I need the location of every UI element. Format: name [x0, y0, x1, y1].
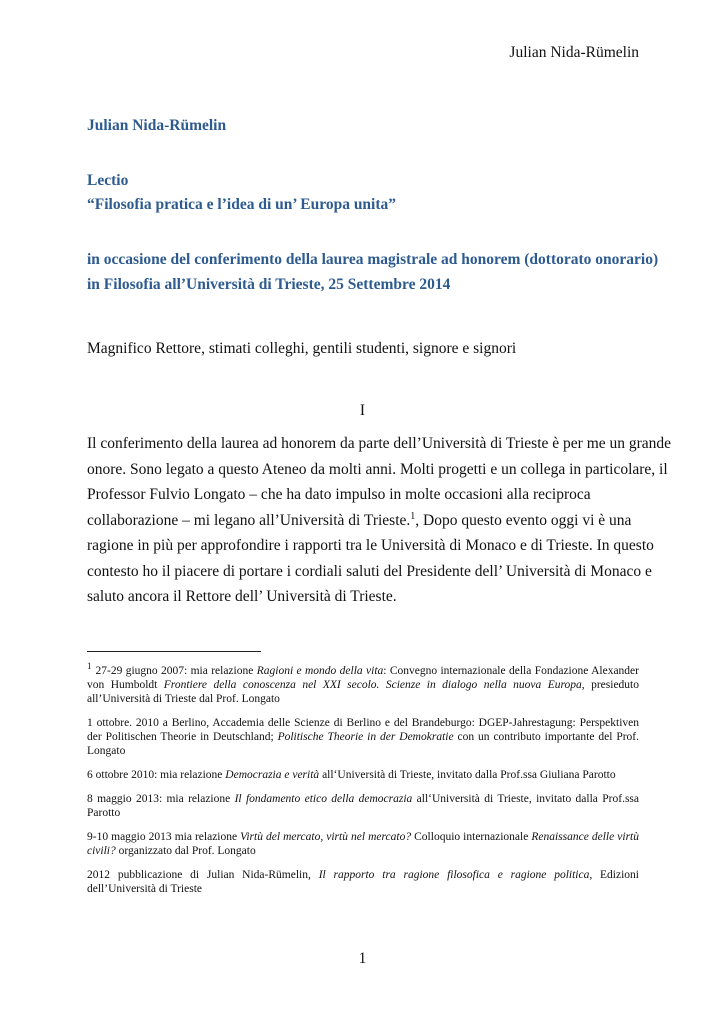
body-line-text: , Dopo questo evento oggi vi è una — [415, 511, 632, 529]
footnote-text: organizzato dal Prof. Longato — [115, 845, 256, 857]
footnote-italic: Il fondamento etico della democrazia — [234, 793, 413, 805]
lecture-title: “Filosofia pratica e l’idea di un’ Europa unita” — [87, 196, 397, 213]
footnote-italic: Ragioni e mondo della vita — [256, 665, 384, 677]
author-heading: Julian Nida-Rümelin — [87, 117, 227, 134]
footnote-text: 1 ottobre. 2010 a Berlino, Accademia delle Scienze di Berlino e del Brandeburgo: DGEP-Jahrestagung: Perspektiven der Politischen Theorie in Deutschland; — [87, 717, 639, 743]
footnote-italic: Frontiere della conoscenza nel XXI secolo. Scienze in dialogo nella nuova Europa — [163, 679, 582, 691]
body-line: onore. Sono legato a questo Ateneo da molti anni. Molti progetti e un collega in particolare, il — [87, 460, 668, 478]
body-line-text: collaborazione – mi legano all’Università di Trieste. — [87, 511, 411, 529]
footnote-item — [87, 716, 639, 758]
running-header-author: Julian Nida-Rümelin — [509, 44, 639, 61]
footnote-italic: Renaissance delle virtù civili? — [87, 831, 639, 857]
greeting: Magnifico Rettore, stimati colleghi, gentili studenti, signore e signori — [87, 340, 517, 357]
body-line: Professor Fulvio Longato – che ha dato impulso in molte occasioni alla reciproca — [87, 486, 591, 503]
footnote-italic: Politische Theorie in der Demokratie — [277, 731, 454, 743]
occasion-line-2: in Filosofia all’Università di Trieste, 25 Settembre 2014 — [87, 276, 451, 293]
body-line: contesto ho il piacere di portare i cordiali saluti del Presidente dell’ Università di Monaco e — [87, 562, 652, 580]
footnote-text: all‘Università di Trieste, invitato dalla Prof.ssa Parotto — [87, 793, 639, 819]
footnote-item — [87, 661, 640, 706]
footnote-text: Colloquio internazionale — [411, 831, 532, 843]
section-number: I — [359, 402, 366, 419]
footnote-separator — [87, 651, 261, 652]
body-line — [87, 508, 647, 534]
body-line: saluto ancora il Rettore dell’ Università di Trieste. — [87, 588, 397, 605]
footnote-italic: Virtù del mercato, virtù nel mercato? — [240, 831, 412, 843]
occasion-line-1: in occasione del conferimento della laurea magistrale ad honorem (dottorato onorario) — [87, 251, 659, 268]
footnote-text: con un contributo importante del Prof. Longato — [87, 731, 640, 757]
footnote-item — [87, 768, 639, 782]
lectio-label: Lectio — [87, 172, 129, 189]
footnote-text: 2012 pubblicazione di Julian Nida-Rümelin, — [87, 869, 319, 881]
footnote-italic: Democrazia e verità — [225, 769, 320, 781]
footnote-mark: 1 — [87, 661, 92, 672]
footnote-reference[interactable]: 1 — [410, 510, 416, 522]
body-line: Il conferimento della laurea ad honorem da parte dell’Università di Trieste è per me un grande — [87, 435, 672, 452]
footnotes — [87, 661, 640, 906]
footnote-text: : Convegno internazionale della Fondazione Alexander von Humboldt — [87, 665, 639, 691]
footnote-text: , presieduto all’Università di Trieste dal Prof. Longato — [87, 679, 640, 705]
footnote-text: all‘Università di Trieste, invitato dalla Prof.ssa Giuliana Parotto — [319, 769, 616, 781]
body-line: ragione in più per approfondire i rapporti tra le Università di Monaco e di Trieste. In questo — [87, 537, 654, 554]
footnote-text: 8 maggio 2013: mia relazione — [87, 793, 235, 805]
footnote-text: Edizioni dell’Università di Trieste — [87, 869, 640, 895]
footnote-text: 9-10 maggio 2013 mia relazione — [87, 831, 241, 843]
footnote-item — [87, 868, 639, 896]
footnote-item — [87, 792, 639, 820]
footnote-text: 27-29 giugno 2007: mia relazione — [95, 665, 257, 677]
footnote-italic: Il rapporto tra ragione filosofica e ragione politica, — [318, 869, 593, 881]
body-paragraph — [87, 431, 672, 610]
footnote-item — [87, 830, 639, 858]
page-number: 1 — [358, 950, 367, 967]
footnote-text: 6 ottobre 2010: mia relazione — [87, 769, 226, 781]
